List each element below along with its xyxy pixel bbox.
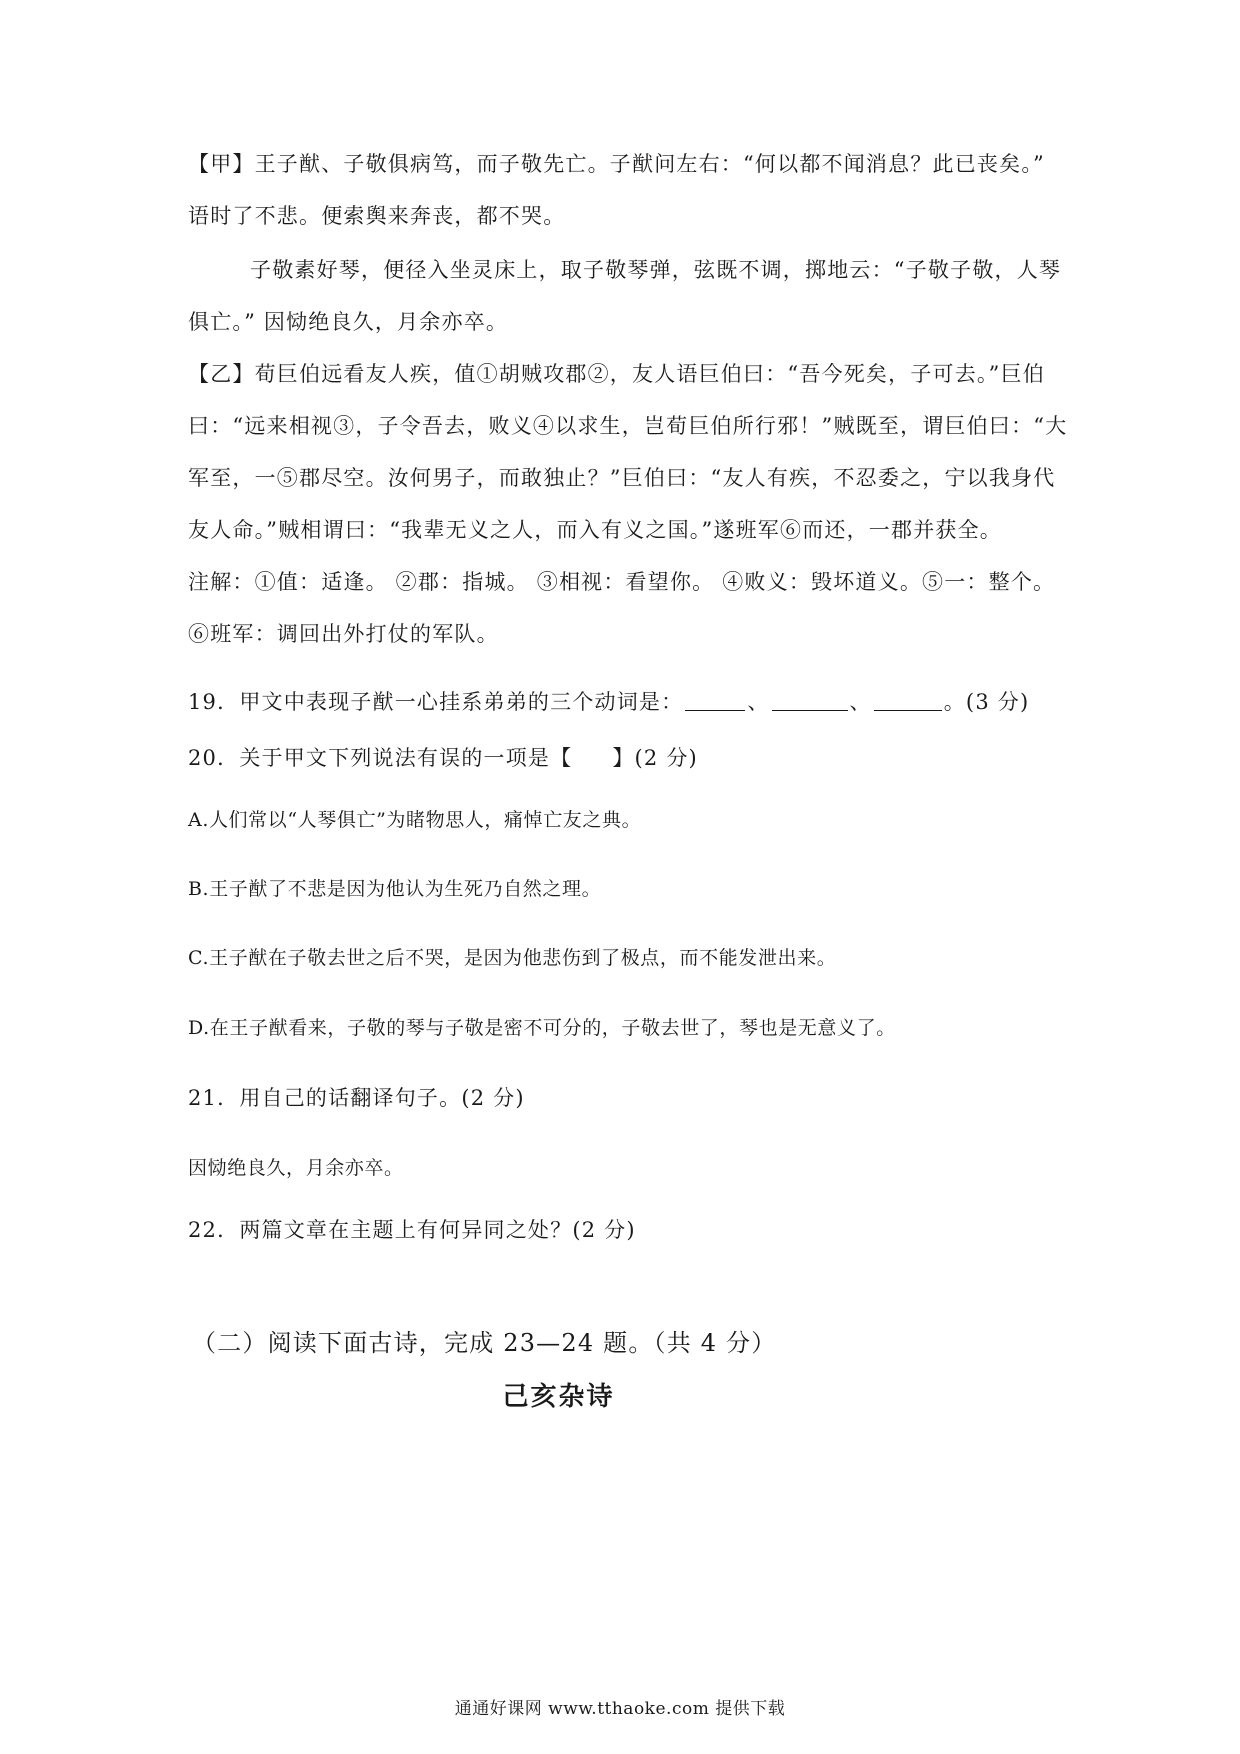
footer-source: 通通好课网 www.tthaoke.com 提供下载 bbox=[454, 1699, 786, 1719]
question-19-separator-1: 、 bbox=[747, 690, 770, 714]
notes-line-2: ⑥班军：调回出外打仗的军队。 bbox=[188, 622, 499, 646]
question-19-points: 。(3 分) bbox=[943, 690, 1030, 714]
answer-blank-2[interactable] bbox=[772, 690, 848, 711]
question-20-text: 20．关于甲文下列说法有误的一项是【 bbox=[188, 746, 573, 770]
passage-yi-line-1: 【乙】荀巨伯远看友人疾，值①胡贼攻郡②，友人语巨伯曰：“吾今死矣，子可去。”巨伯 bbox=[188, 362, 1045, 386]
question-20 bbox=[188, 742, 698, 772]
poem-title: 己亥杂诗 bbox=[502, 1382, 615, 1412]
answer-blank-1[interactable] bbox=[685, 690, 745, 711]
answer-blank-3[interactable] bbox=[874, 690, 942, 711]
passage-jia-line-2: 语时了不悲。便索舆来奔丧，都不哭。 bbox=[188, 204, 566, 228]
passage-jia-line-1: 【甲】王子猷、子敬俱病笃，而子敬先亡。子猷问左右：“何以都不闻消息？此已丧矣。” bbox=[188, 152, 1045, 176]
question-21: 21．用自己的话翻译句子。(2 分) bbox=[188, 1086, 525, 1110]
question-19-text: 19．甲文中表现子猷一心挂系弟弟的三个动词是： bbox=[188, 690, 684, 714]
passage-yi-line-3: 军至，一⑤郡尽空。汝何男子，而敢独止？”巨伯曰：“友人有疾，不忍委之，宁以我身代 bbox=[188, 466, 1056, 490]
question-19 bbox=[188, 686, 1029, 716]
question-20-option-b: B.王子猷了不悲是因为他认为生死乃自然之理。 bbox=[188, 878, 602, 900]
question-22: 22．两篇文章在主题上有何异同之处？(2 分) bbox=[188, 1218, 636, 1242]
question-20-option-c: C.王子猷在子敬去世之后不哭，是因为他悲伤到了极点，而不能发泄出来。 bbox=[188, 947, 837, 969]
notes-line-1: 注解：①值：适逢。 ②郡：指城。 ③相视：看望你。 ④败义：毁坏道义。⑤一：整个。 bbox=[188, 570, 1056, 594]
question-20-option-d: D.在王子猷看来，子敬的琴与子敬是密不可分的，子敬去世了，琴也是无意义了。 bbox=[188, 1017, 896, 1039]
question-20-option-a: A.人们常以“人琴俱亡”为睹物思人，痛悼亡友之典。 bbox=[188, 809, 642, 831]
passage-jia-line-4: 俱亡。” 因恸绝良久，月余亦卒。 bbox=[188, 310, 509, 334]
passage-yi-line-2: 曰：“远来相视③，子令吾去，败义④以求生，岂荀巨伯所行邪！”贼既至，谓巨伯曰：“大 bbox=[188, 414, 1068, 438]
question-19-separator-2: 、 bbox=[849, 690, 872, 714]
passage-jia-line-3: 子敬素好琴，便径入坐灵床上，取子敬琴弹，弦既不调，掷地云：“子敬子敬，人琴 bbox=[250, 258, 1062, 282]
question-21-sentence: 因恸绝良久，月余亦卒。 bbox=[188, 1157, 404, 1179]
section-2-heading: （二）阅读下面古诗，完成 23—24 题。（共 4 分） bbox=[192, 1329, 777, 1357]
question-20-points: 】(2 分) bbox=[612, 746, 698, 770]
passage-yi-line-4: 友人命。”贼相谓曰：“我辈无义之人，而入有义之国。”遂班军⑥而还，一郡并获全。 bbox=[188, 518, 1003, 542]
